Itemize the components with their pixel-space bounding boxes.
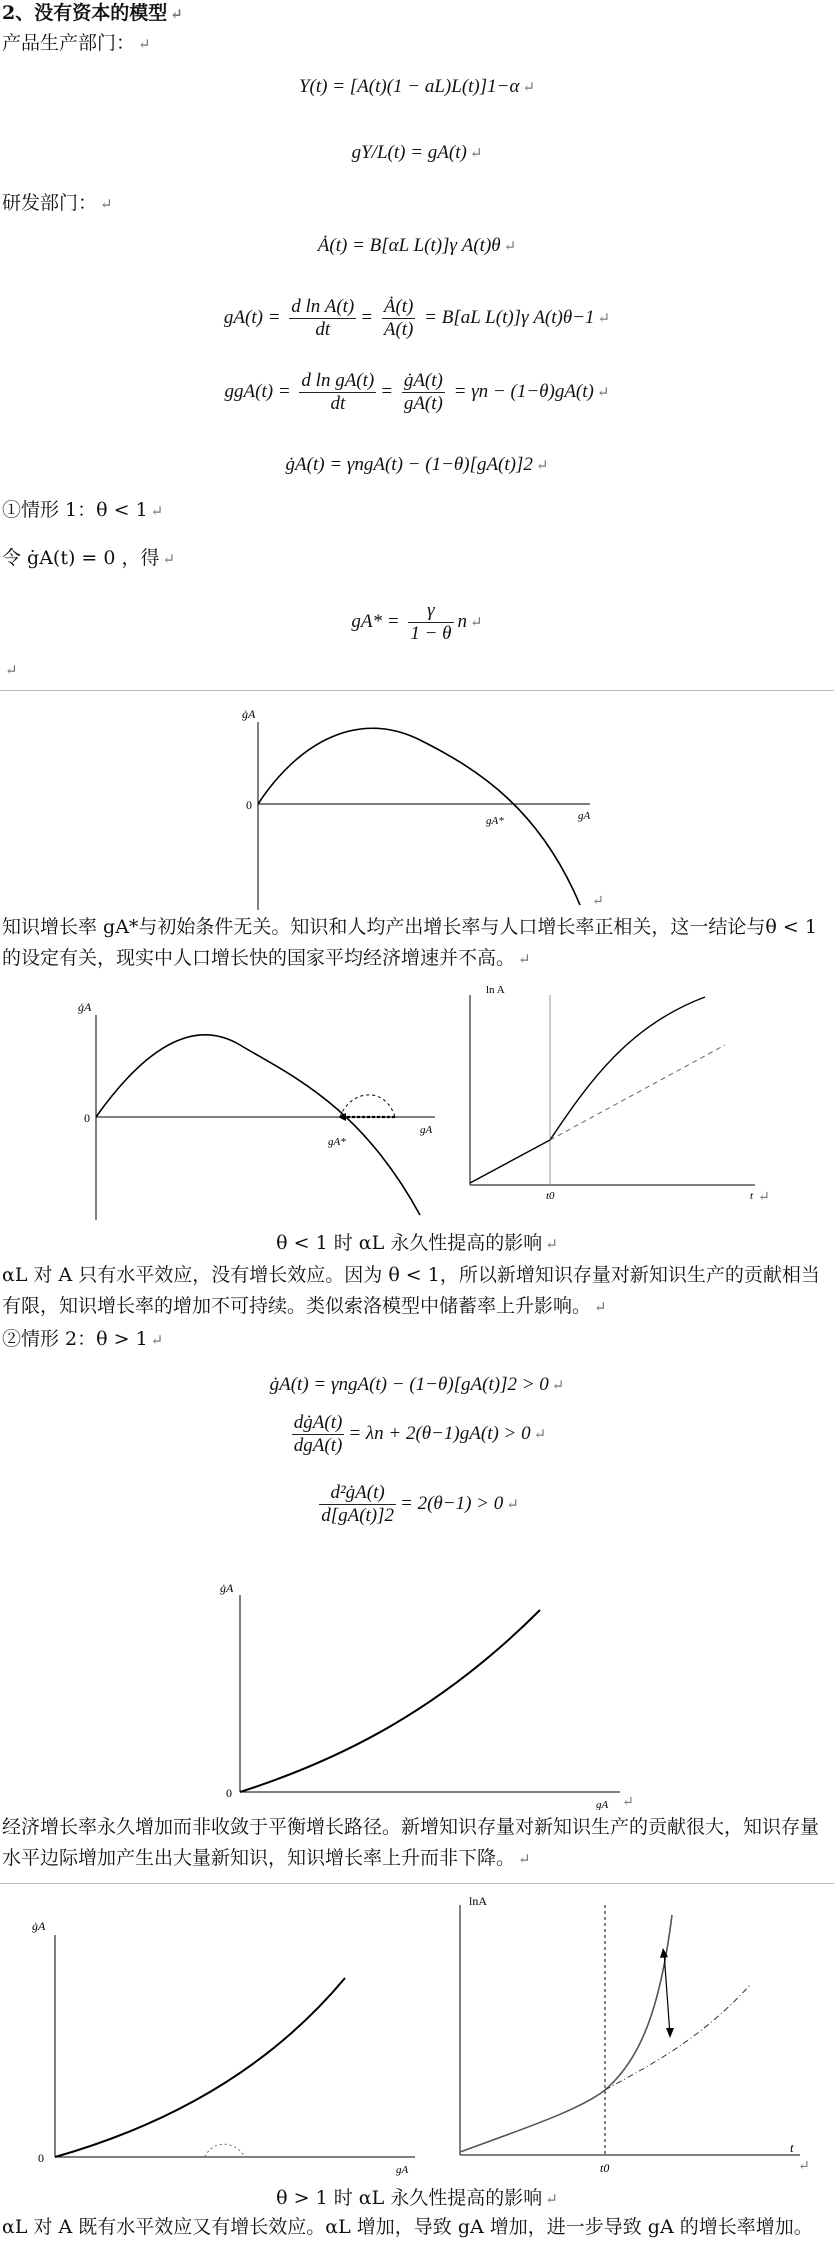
label-let-zero: 令 ġA(t) = 0 ，得 ↵ [2, 547, 176, 569]
empty-line: ↵ [5, 661, 18, 679]
caption-case2: θ > 1 时 αL 永久性提高的影响 ↵ [276, 2187, 558, 2209]
x-axis-label: gA [396, 2164, 409, 2176]
gstar-label: gA* [486, 815, 504, 827]
lnA-label: ln A [486, 985, 505, 996]
gAdot-curve [240, 1610, 540, 1792]
section-divider [0, 690, 834, 691]
gAdot-curve [55, 1978, 345, 2157]
t0-label: t0 [600, 2161, 610, 2175]
eq-gstar: gA* = $\frac{\gamma}{1 - \theta}$ n ↵ [351, 600, 483, 644]
y-axis-label: ġA [242, 707, 256, 721]
label-product-sector: 产品生产部门： ↵ [2, 32, 151, 54]
origin-label: 0 [226, 1786, 232, 1800]
old-trend [550, 1045, 725, 1140]
shift-arc [340, 1095, 395, 1117]
y-axis-label: ġA [220, 1581, 234, 1595]
x-axis-label: gA [420, 1124, 433, 1136]
t-label: t [790, 2140, 794, 2155]
paragraph-1: 知识增长率 gA*与初始条件无关。知识和人均产出增长率与人口增长率正相关，这一结论与θ < 1 的设定有关，现实中人口增长快的国家平均经济增速并不高。 ↵ [2, 916, 817, 969]
t0-label: t0 [546, 1190, 555, 1202]
eq-case2-3: $\frac{\text{d²ġA(t)}}{d[gA(t)]2}$ = 2(θ−1) > 0 ↵ [321, 1482, 519, 1526]
x-axis-label: gA [596, 1799, 609, 1810]
path-before [470, 1140, 550, 1183]
path-after [605, 1915, 672, 2090]
label-case1: ①情形 1：θ < 1 ↵ [2, 499, 164, 521]
paragraph-4: αL 对 A 既有水平效应又有增长效应。αL 增加，导致 gA 增加，进一步导致 gA 的增长率增加。 [2, 2216, 813, 2238]
shift-arc [205, 2144, 245, 2157]
para-mark: ↵ [758, 1190, 770, 1205]
x-axis-label: gA [578, 810, 591, 822]
gAdot-curve [96, 1035, 420, 1215]
eq-case2-2: $\frac{\text{dġA(t)}}{\text{dgA(t)}}$ = λn + 2(θ−1)gA(t) > 0 ↵ [293, 1412, 547, 1456]
para-mark: ↵ [798, 2159, 810, 2174]
para-mark: ↵ [592, 894, 604, 909]
gap-arrow [664, 1952, 670, 2035]
paragraph-2: αL 对 A 只有水平效应，没有增长效应。因为 θ < 1，所以新增知识存量对新知识生产的贡献相当有限，知识增长率的增加不可持续。类似索洛模型中储蓄率上升影响。 ↵ [2, 1264, 820, 1317]
gstar-label: gA* [328, 1136, 346, 1148]
paragraph-3: 经济增长率永久增加而非收敛于平衡增长路径。新增知识存量对新知识生产的贡献很大，知识存量水平边际增加产生出大量新知识，知识增长率上升而非下降。 ↵ [2, 1816, 820, 1869]
origin-label: 0 [84, 1111, 90, 1125]
figure-case2-phase [0, 1570, 834, 1810]
gAdot-curve [258, 728, 580, 905]
eq-ga-definition: gA(t) = $\frac{\text{d ln A(t)}}{dt}$ = $\frac{Ȧ(t)}{A(t)}$ = B[aL L(t)]γ A(t)θ−1 ↵ [223, 296, 611, 340]
path-before [460, 2090, 605, 2152]
y-axis-label: ġA [78, 1000, 92, 1014]
origin-label: 0 [246, 798, 252, 812]
eq-output: Y(t) = [A(t)(1 − aL)L(t)]1−α ↵ [298, 76, 536, 97]
eq-gadot: ġA(t) = γngA(t) − (1−θ)[gA(t)]2 ↵ [285, 454, 549, 475]
label-case2: ②情形 2：θ > 1 ↵ [2, 1328, 164, 1350]
y-axis-label: ġA [32, 1919, 46, 1933]
eq-gy-per-l: gY/L(t) = gA(t) ↵ [351, 142, 483, 163]
label-rd-sector: 研发部门： ↵ [2, 192, 113, 214]
para-mark: ↵ [622, 1795, 634, 1810]
section-heading: 2、没有资本的模型 ↵ [2, 2, 183, 24]
t-label: t [750, 1190, 754, 1202]
lnA-label: lnA [469, 1894, 487, 1908]
figure-case1-phase [0, 700, 834, 915]
figure-case1-effect [0, 985, 834, 1225]
eq-gga: ggA(t) = $\frac{\text{d ln gA(t)}}{dt}$ = $\frac{ġA(t)}{gA(t)}$ = γn − (1−θ)gA(t) ↵ [224, 370, 610, 414]
eq-adot: Ȧ(t) = B[αL L(t)]γ A(t)θ ↵ [317, 235, 517, 256]
old-trend [605, 1985, 750, 2090]
caption-case1: θ < 1 时 αL 永久性提高的影响 ↵ [276, 1232, 558, 1254]
section-divider-2 [0, 1883, 834, 1884]
path-after [550, 997, 705, 1140]
origin-label: 0 [38, 2151, 44, 2165]
eq-case2-1: ġA(t) = γngA(t) − (1−θ)[gA(t)]2 > 0 ↵ [269, 1374, 565, 1395]
figure-case2-effect [0, 1890, 834, 2185]
